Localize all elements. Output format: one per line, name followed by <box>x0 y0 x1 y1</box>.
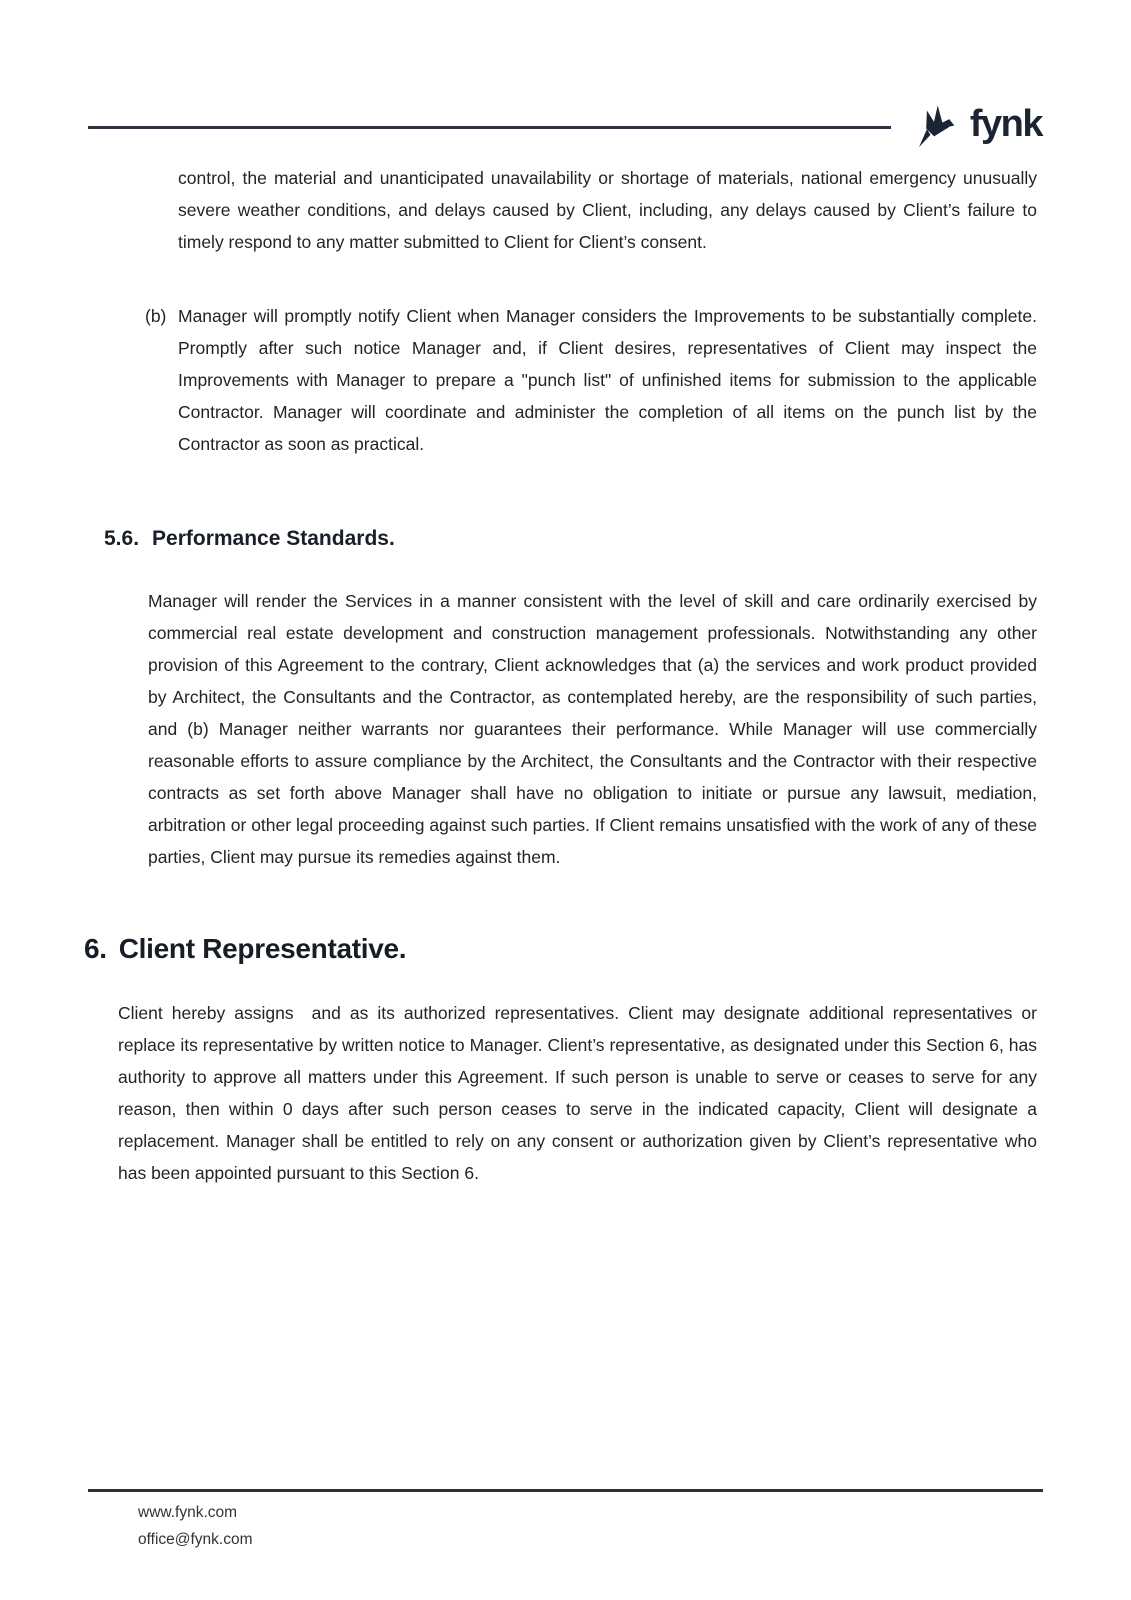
section-6-title: Client Representative. <box>118 933 407 964</box>
footer-rule <box>88 1489 1043 1492</box>
fynk-logo <box>919 103 1042 151</box>
section-5-6-body: Manager will render the Services in a manner consistent with the level of skill and care ordinarily exercised by commercial real estate development and construction management professionals. Notwithstanding any other provision of this Agreement to the contrary, Client acknowledges that (a) the services and work product provided by Architect, the Consultants and the Contractor, as contemplated hereby, are the responsibility of such parties, and (b) Manager neither warrants nor guarantees their performance. While Manager will use commercially reasonable efforts to assure compliance by the Architect, the Consultants and the Contractor with their respective contracts as set forth above Manager shall have no obligation to initiate or pursue any lawsuit, mediation, arbitration or other legal proceeding against such parties. If Client remains unsatisfied with the work of any of these parties, Client may pursue its remedies against them. <box>148 591 1042 867</box>
page-header <box>88 101 1042 153</box>
logo-wordmark: fynk <box>969 103 1042 145</box>
document-body <box>0 158 1131 1189</box>
section-5-6-title: Performance Standards. <box>152 527 395 550</box>
page-footer <box>138 1499 253 1553</box>
header-rule <box>88 126 891 129</box>
list-item-b-text: Manager will promptly notify Client when Manager considers the Improvements to be substantially complete. Promptly after such notice Manager and, if Client desires, representatives of Client may inspect the Improvements with Manager to prepare a "punch list" of unfinished items for submission to the applicable Contractor. Manager will coordinate and administer the completion of all items on the punch list by the Contractor as soon as practical. <box>178 306 1042 454</box>
section-5-6-heading <box>104 527 1037 551</box>
section-6-body: Client hereby assigns and as its authorized representatives. Client may designate additional representatives or replace its representative by written notice to Manager. Client’s representative, as designated under this Section 6, has authority to approve all matters under this Agreement. If such person is unable to serve or ceases to serve for any reason, then within 0 days after such person ceases to serve in the indicated capacity, Client will designate a replacement. Manager shall be entitled to rely on any consent or authorization given by Client’s representative who has been appointed pursuant to this Section 6. <box>118 1003 1042 1183</box>
list-item-b-marker: (b) <box>145 306 167 326</box>
origami-crane-icon <box>919 103 955 151</box>
list-item-b <box>145 300 1042 460</box>
section-6-number: 6. <box>84 933 107 964</box>
paragraph-continuation: control, the material and unanticipated unavailability or shortage of materials, national emergency unusually severe weather conditions, and delays caused by Client, including, any delays caused by Client’s failure to timely respond to any matter submitted to Client for Client’s consent. <box>178 168 1042 252</box>
footer-email: office@fynk.com <box>138 1531 253 1548</box>
section-5-6-number: 5.6. <box>104 527 140 550</box>
section-6-heading <box>84 931 1037 967</box>
footer-website: www.fynk.com <box>138 1504 238 1521</box>
